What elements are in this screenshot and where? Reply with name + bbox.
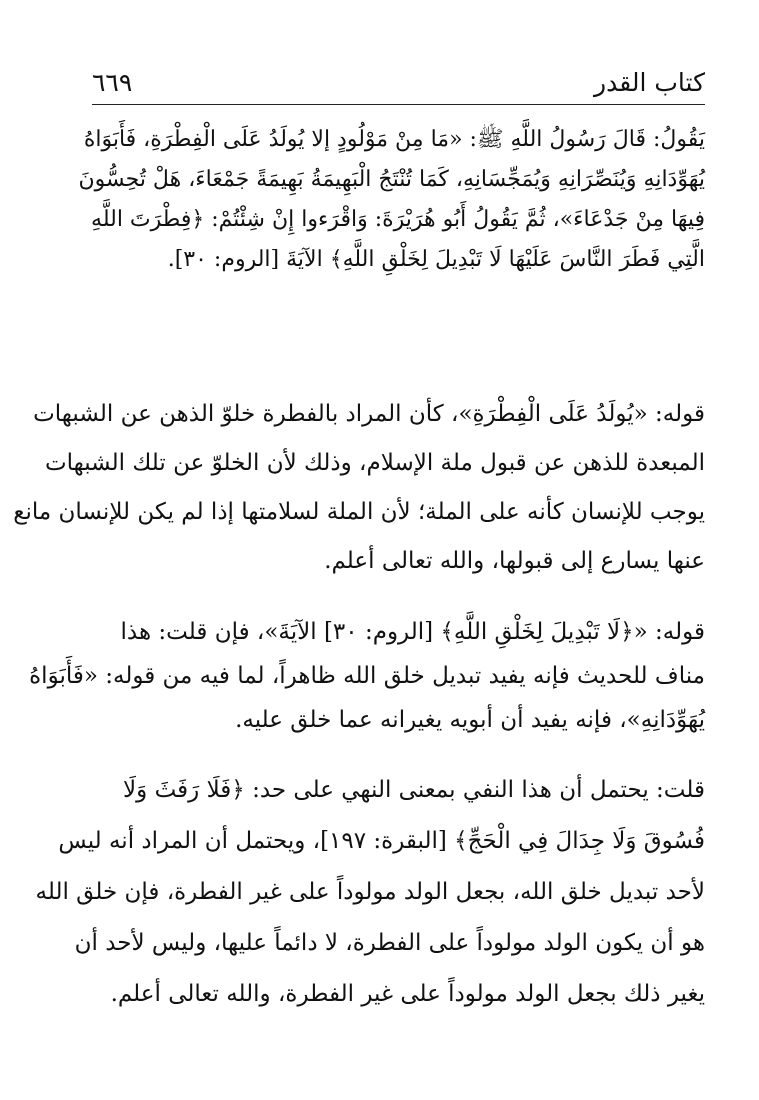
hadith-paragraph: [78, 120, 705, 280]
commentary-paragraph: [29, 610, 705, 742]
text-line: قلت: يحتمل أن هذا النفي بمعنى النهي على حد: ﴿فَلَا رَفَثَ وَلَا: [123, 777, 705, 803]
commentary-paragraph: [13, 390, 705, 586]
text-line: يُهَوِّدَانِهِ وَيُنَصِّرَانِهِ وَيُمَجِّسَانِهِ، كَمَا تُنْتَجُ الْبَهِيمَةُ بَهِيمَةً جَمْعَاءَ، هَلْ تُحِسُّونَ: [78, 167, 705, 192]
text-line: يَقُولُ: قَالَ رَسُولُ اللَّهِ ﷺ: «مَا مِنْ مَوْلُودٍ إلا يُولَدُ عَلَى الْفِطْرَةِ، فَأَبَوَاهُ: [83, 127, 705, 152]
text-line: الَّتِي فَطَرَ النَّاسَ عَلَيْهَا لَا تَبْدِيلَ لِخَلْقِ اللَّهِ﴾ الآيَةَ [الروم: ٣٠].: [167, 247, 705, 272]
chapter-title: كتاب القدر: [594, 68, 705, 97]
running-header: [92, 62, 705, 105]
text-line: مناف للحديث فإنه يفيد تبديل خلق الله ظاهراً، لما فيه من قوله: «فَأَبَوَاهُ: [29, 663, 705, 689]
page-number: ٦٦٩: [92, 68, 133, 97]
text-line: فِيهَا مِنْ جَدْعَاءَ»، ثُمَّ يَقُولُ أَبُو هُرَيْرَةَ: وَاقْرَءوا إِنْ شِئْتُمْ: ﴿فِطْرَتَ اللَّهِ: [91, 207, 705, 232]
commentary-paragraph: [35, 765, 705, 1020]
text-line: هو أن يكون الولد مولوداً على الفطرة، لا دائماً عليها، وليس لأحد أن: [74, 930, 705, 956]
text-line: عنها يسارع إلى قبولها، والله تعالى أعلم.: [324, 548, 705, 574]
text-line: فُسُوقَ وَلَا جِدَالَ فِي الْحَجِّ﴾ [البقرة: ١٩٧]، ويحتمل أن المراد أنه ليس: [58, 828, 705, 854]
text-line: يُهَوِّدَانِهِ»، فإنه يفيد أن أبويه يغيرانه عما خلق عليه.: [235, 707, 705, 733]
text-line: قوله: «﴿لَا تَبْدِيلَ لِخَلْقِ اللَّهِ﴾ [الروم: ٣٠] الآيَةَ»، فإن قلت: هذا: [120, 619, 705, 645]
text-line: يوجب للإنسان كأنه على الملة؛ لأن الملة لسلامتها إذا لم يكن للإنسان مانع: [13, 499, 705, 525]
text-line: قوله: «يُولَدُ عَلَى الْفِطْرَةِ»، كأن المراد بالفطرة خلوّ الذهن عن الشبهات: [33, 401, 705, 427]
text-line: لأحد تبديل خلق الله، بجعل الولد مولوداً على غير الفطرة، فإن خلق الله: [35, 879, 705, 905]
text-line: المبعدة للذهن عن قبول ملة الإسلام، وذلك لأن الخلوّ عن تلك الشبهات: [44, 450, 705, 476]
text-line: يغير ذلك بجعل الولد مولوداً على غير الفطرة، والله تعالى أعلم.: [110, 981, 705, 1007]
